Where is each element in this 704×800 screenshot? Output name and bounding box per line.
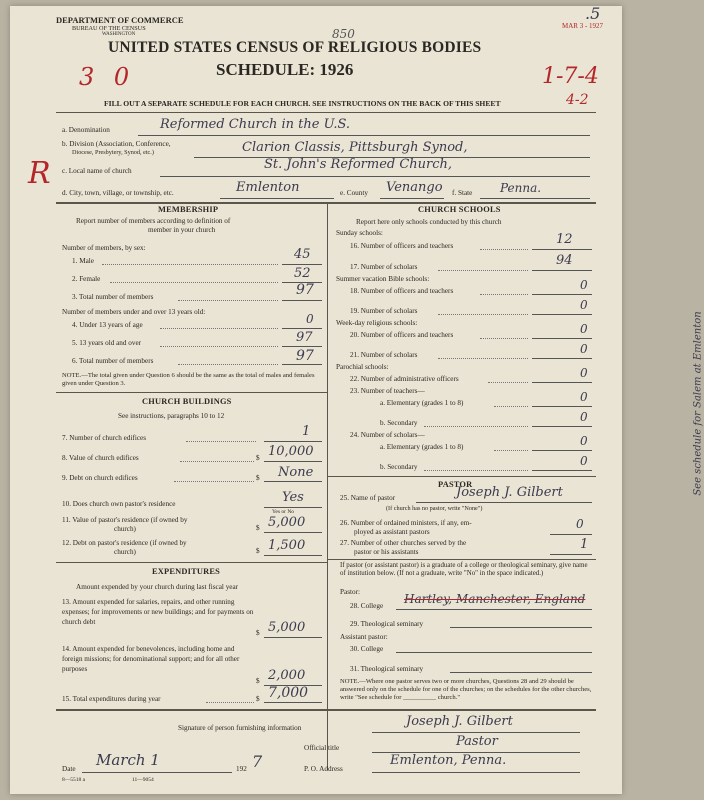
q27-value: 1 — [580, 537, 589, 552]
q17-label: 17. Number of scholars — [350, 263, 418, 271]
q12-label-2: church) — [114, 548, 136, 556]
form-code: 8—5518 a — [62, 777, 86, 783]
parochial-schools-label: Parochial schools: — [336, 363, 389, 371]
division-value: Clarion Classis, Pittsburgh Synod, — [242, 140, 468, 155]
q9-label: 9. Debt on church edifices — [62, 474, 138, 482]
membership-note: NOTE.—The total given under Question 6 should be the same as the total of males and females given under Question 3. — [62, 372, 315, 387]
summer-schools-label: Summer vacation Bible schools: — [336, 275, 430, 283]
pastor-sub-label: Pastor: — [340, 588, 360, 596]
membership-heading: MEMBERSHIP — [158, 205, 219, 214]
q19-label: 19. Number of scholars — [350, 307, 418, 315]
right-code-mark-2: 4-2 — [566, 92, 589, 108]
q23-label: 23. Number of teachers— — [350, 387, 425, 395]
q23a-value: 0 — [580, 390, 588, 404]
q9-value: None — [278, 465, 314, 480]
q2-label: 2. Female — [72, 275, 101, 283]
official-title-label: Official title — [304, 744, 340, 752]
q24a-value: 0 — [580, 434, 588, 448]
instruction-line: FILL OUT A SEPARATE SCHEDULE FOR EACH CHURCH. SEE INSTRUCTIONS ON THE BACK OF THIS SHEET — [104, 99, 501, 108]
q7-value: 1 — [302, 424, 311, 439]
q22-label: 22. Number of administrative officers — [350, 375, 459, 383]
division-label-2: Diocese, Presbytery, Synod, etc.) — [72, 149, 154, 156]
age-heading: Number of members under and over 13 years old: — [62, 308, 206, 316]
buildings-sub: See instructions, paragraphs 10 to 12 — [118, 412, 225, 420]
q26-label-1: 26. Number of ordained ministers, if any, em- — [340, 519, 472, 527]
expenditures-sub: Amount expended by your church during last fiscal year — [76, 583, 239, 591]
q14-label: 14. Amount expended for benevolences, including home and foreign missions; for denominational support; and for all other purposes — [62, 645, 240, 673]
schools-heading: CHURCH SCHOOLS — [418, 205, 501, 214]
q4-value: 0 — [306, 312, 314, 326]
po-address-value: Emlenton, Penna. — [390, 753, 507, 768]
q20-value: 0 — [580, 322, 588, 336]
q29-label: 29. Theological seminary — [350, 620, 424, 628]
q14-dollar-sign: $ — [256, 677, 260, 685]
corner-mark: .5 — [585, 4, 601, 23]
sunday-schools-label: Sunday schools: — [336, 229, 383, 237]
denomination-label: a. Denomination — [62, 126, 110, 134]
received-date-stamp: MAR 3 - 1927 — [562, 22, 604, 30]
year-prefix: 192 — [236, 765, 247, 773]
yes-no-hint: Yes or No — [272, 509, 295, 515]
membership-intro-1: Report number of members according to definition of — [76, 217, 231, 225]
q1-label: 1. Male — [72, 257, 94, 265]
q6-value: 97 — [296, 348, 314, 364]
q23b-label: b. Secondary — [380, 419, 418, 427]
q25-value: Joseph J. Gilbert — [456, 485, 563, 500]
side-note: See schedule for Salem at Emlenton — [692, 311, 704, 496]
state-value: Penna. — [500, 181, 542, 195]
membership-intro-2: member in your church — [148, 226, 216, 234]
q13-label: 13. Amount expended for salaries, repairs, and other running expenses; for improvements or new buildings; and for payments on church debt — [62, 598, 254, 626]
state-label: f. State — [452, 189, 473, 197]
q25-note: (If church has no pastor, write "None") — [386, 505, 483, 512]
date-label: Date — [62, 765, 76, 773]
q24a-label: a. Elementary (grades 1 to 8) — [380, 443, 464, 451]
bureau-label: BUREAU OF THE CENSUS — [72, 25, 146, 32]
q11-label-2: church) — [114, 525, 136, 533]
q22-value: 0 — [580, 366, 588, 380]
q8-dollar-sign: $ — [256, 454, 260, 462]
pastor-heading: PASTOR — [438, 480, 473, 489]
graduate-note: If pastor (or assistant pastor) is a graduate of a college or theological seminary, give name of institution below. (If not a graduate, write "No" in the space indicated.) — [340, 562, 588, 577]
q11-dollar-sign: $ — [256, 524, 260, 532]
serial-number: 850 — [332, 27, 355, 41]
q14-value: 2,000 — [268, 668, 306, 683]
r-mark: R — [28, 156, 51, 191]
q26-value: 0 — [576, 517, 584, 531]
right-code-mark: 1-7-4 — [542, 64, 599, 89]
denomination-value: Reformed Church in the U.S. — [160, 117, 351, 132]
dept-label: DEPARTMENT OF COMMERCE — [56, 15, 184, 25]
official-title-value: Pastor — [456, 734, 498, 749]
q3-label: 3. Total number of members — [72, 293, 154, 301]
q8-value: 10,000 — [268, 444, 314, 459]
q24b-label: b. Secondary — [380, 463, 418, 471]
q23a-label: a. Elementary (grades 1 to 8) — [380, 399, 464, 407]
local-name-value: St. John's Reformed Church, — [264, 157, 453, 172]
q12-value: 1,500 — [268, 538, 306, 553]
date-value: March 1 — [96, 751, 160, 769]
q20-label: 20. Number of officers and teachers — [350, 331, 454, 339]
expenditures-heading: EXPENDITURES — [152, 567, 221, 576]
schools-intro: Report here only schools conducted by this church — [356, 218, 502, 226]
q5-value: 97 — [296, 330, 313, 345]
q21-label: 21. Number of scholars — [350, 351, 418, 359]
q7-label: 7. Number of church edifices — [62, 434, 147, 442]
pastor-note: NOTE.—Where one pastor serves two or more churches, Questions 28 and 29 should be answered only on the schedule for one of the churches; on the schedules for the other churches, write "See schedule for __________ church." — [340, 678, 592, 701]
form-title: UNITED STATES CENSUS OF RELIGIOUS BODIES — [108, 39, 482, 56]
q21-value: 0 — [580, 342, 588, 356]
q12-dollar-sign: $ — [256, 547, 260, 555]
weekday-schools-label: Week-day religious schools: — [336, 319, 418, 327]
left-code-mark: 3 0 — [79, 63, 136, 91]
q27-label-2: pastor or his assistants — [354, 548, 419, 556]
q19-value: 0 — [580, 298, 588, 312]
q24-label: 24. Number of scholars— — [350, 431, 425, 439]
city-value: Emlenton — [236, 180, 300, 195]
q1-value: 45 — [294, 247, 311, 262]
q28-label: 28. College — [350, 602, 384, 610]
q6-label: 6. Total number of members — [72, 357, 154, 365]
year-value: 7 — [252, 752, 263, 771]
q18-value: 0 — [580, 278, 588, 292]
q11-value: 5,000 — [268, 515, 306, 530]
schedule-title: SCHEDULE: 1926 — [216, 60, 354, 79]
q17-value: 94 — [556, 253, 573, 268]
q10-value: Yes — [282, 490, 304, 505]
q2-value: 52 — [294, 266, 311, 281]
q16-value: 12 — [556, 232, 573, 247]
division-label-1: b. Division (Association, Conference, — [62, 140, 171, 148]
q12-label-1: 12. Debt on pastor's residence (if owned by — [62, 539, 187, 547]
q15-value: 7,000 — [268, 685, 309, 701]
census-schedule-sheet — [10, 4, 704, 794]
city-label-field: d. City, town, village, or township, etc. — [62, 189, 174, 197]
signature-value: Joseph J. Gilbert — [406, 714, 513, 729]
print-code: 11—9054 — [132, 777, 154, 783]
q3-value: 97 — [296, 282, 314, 298]
q13-value: 5,000 — [268, 620, 306, 635]
q5-label: 5. 13 years old and over — [72, 339, 142, 347]
q15-dollar-sign: $ — [256, 695, 260, 703]
q30-label: 30. College — [350, 645, 384, 653]
q4-label: 4. Under 13 years of age — [72, 321, 143, 329]
q8-label: 8. Value of church edifices — [62, 454, 139, 462]
q10-label: 10. Does church own pastor's residence — [62, 500, 176, 508]
buildings-heading: CHURCH BUILDINGS — [142, 397, 232, 406]
q31-label: 31. Theological seminary — [350, 665, 424, 673]
q25-label: 25. Name of pastor — [340, 494, 396, 502]
signature-label: Signature of person furnishing information — [178, 724, 302, 732]
county-value: Venango — [386, 180, 443, 195]
q13-dollar-sign: $ — [256, 629, 260, 637]
county-label: e. County — [340, 189, 368, 197]
q26-label-2: ployed as assistant pastors — [354, 528, 430, 536]
q11-label-1: 11. Value of pastor's residence (if owned by — [62, 516, 188, 524]
q15-label: 15. Total expenditures during year — [62, 695, 161, 703]
q28-value: Hartley, Manchester, England — [404, 592, 586, 606]
q9-dollar-sign: $ — [256, 474, 260, 482]
q23b-value: 0 — [580, 410, 588, 424]
po-address-label: P. O. Address — [304, 765, 343, 773]
q16-label: 16. Number of officers and teachers — [350, 242, 454, 250]
city-label: WASHINGTON — [102, 32, 136, 37]
q18-label: 18. Number of officers and teachers — [350, 287, 454, 295]
q24b-value: 0 — [580, 454, 588, 468]
members-by-sex-label: Number of members, by sex: — [62, 244, 146, 252]
local-name-label: c. Local name of church — [62, 167, 132, 175]
assistant-pastor-label: Assistant pastor: — [340, 633, 388, 641]
q27-label-1: 27. Number of other churches served by the — [340, 539, 467, 547]
